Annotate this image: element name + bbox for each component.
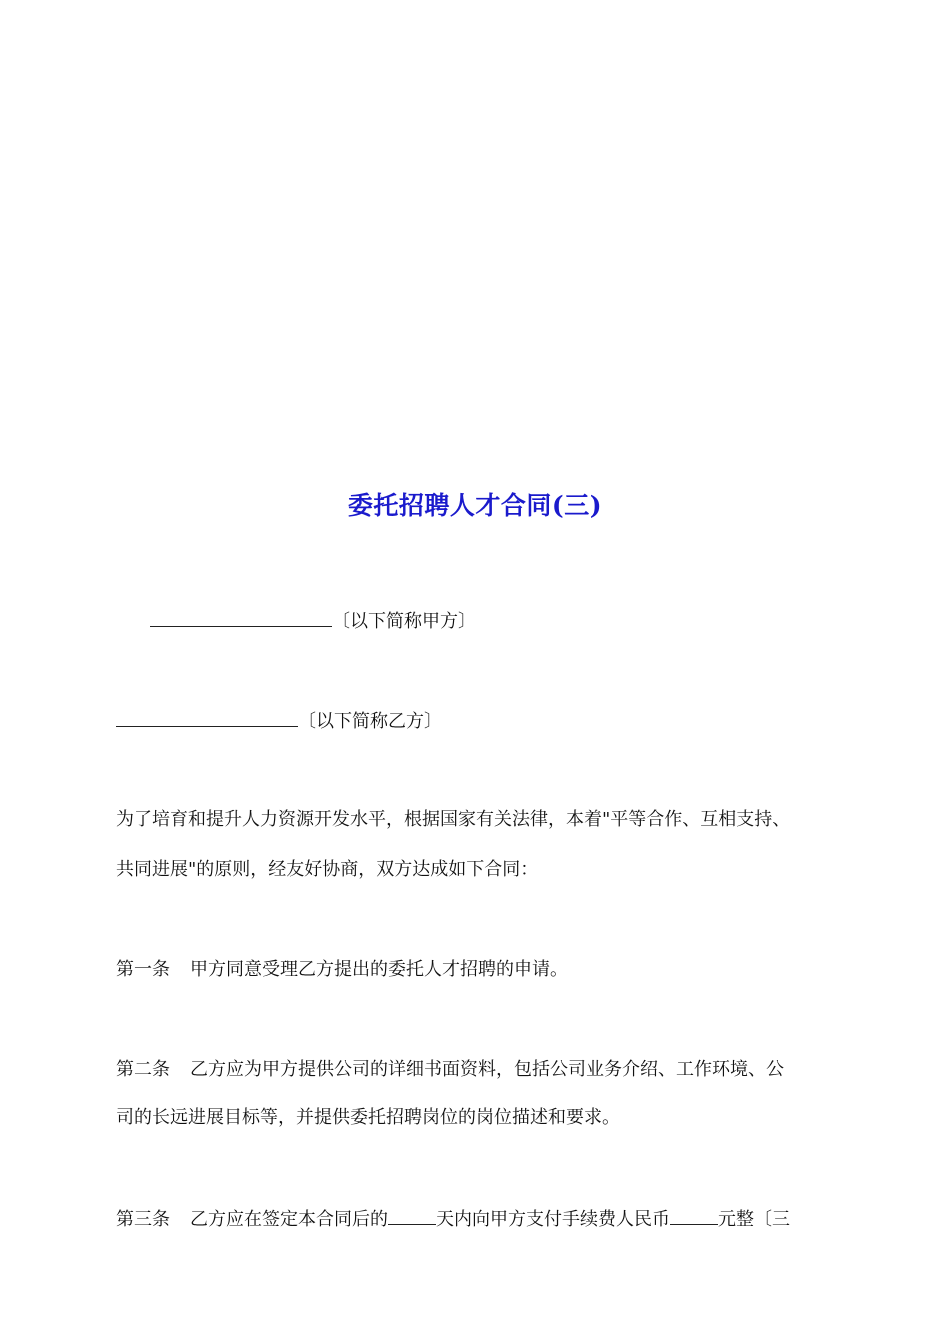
party-a-blank[interactable] <box>150 608 332 627</box>
preamble-line-2: 共同进展"的原则，经友好协商，双方达成如下合同： <box>116 859 539 880</box>
preamble-line-1: 为了培育和提升人力资源开发水平，根据国家有关法律，本着"平等合作、互相支持、 <box>116 809 791 830</box>
party-a-suffix: 〔以下简称甲方〕 <box>332 611 476 632</box>
article-3-text-2: 天内向甲方支付手续费人民币 <box>436 1209 670 1230</box>
party-a-line <box>150 608 874 634</box>
amount-blank[interactable] <box>670 1206 718 1225</box>
article-2-line-1 <box>116 1058 840 1082</box>
article-3-label: 第三条 <box>116 1209 170 1230</box>
article-1-text: 甲方同意受理乙方提出的委托人才招聘的申请。 <box>190 959 568 980</box>
party-b-line <box>116 708 840 734</box>
article-2-text-1: 乙方应为甲方提供公司的详细书面资料，包括公司业务介绍、工作环境、公 <box>190 1059 784 1080</box>
party-b-blank[interactable] <box>116 708 298 727</box>
article-3-text-3: 元整〔三 <box>718 1209 790 1230</box>
article-3 <box>116 1206 840 1232</box>
article-2-line-2: 司的长远进展目标等，并提供委托招聘岗位的岗位描述和要求。 <box>116 1107 620 1128</box>
article-3-text-1: 乙方应在签定本合同后的 <box>190 1209 388 1230</box>
article-1 <box>116 958 840 982</box>
days-blank[interactable] <box>388 1206 436 1225</box>
document-title: 委托招聘人才合同(三) <box>347 491 603 520</box>
article-1-label: 第一条 <box>116 959 170 980</box>
article-2-label: 第二条 <box>116 1059 170 1080</box>
party-b-suffix: 〔以下简称乙方〕 <box>298 711 442 732</box>
